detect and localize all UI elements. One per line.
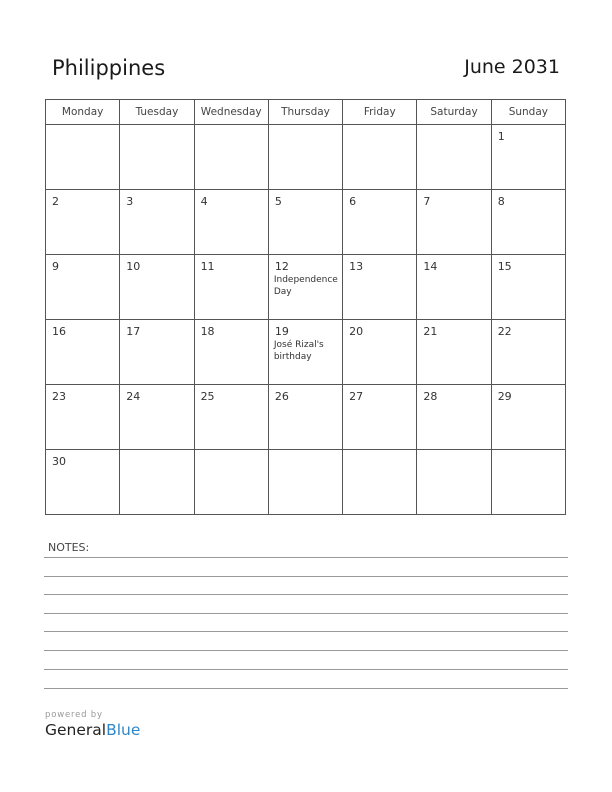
day-number: 20 — [349, 325, 364, 338]
day-cell — [120, 125, 194, 190]
day-number: 3 — [126, 195, 134, 208]
day-cell — [491, 190, 565, 255]
day-number: 5 — [274, 195, 282, 208]
day-number: 25 — [200, 390, 215, 403]
day-number: 29 — [497, 390, 512, 403]
notes-line — [44, 669, 568, 670]
day-cell — [194, 125, 268, 190]
day-cell — [120, 190, 194, 255]
day-cell — [417, 385, 491, 450]
day-cell — [194, 385, 268, 450]
powered-by-text: powered by — [45, 710, 103, 720]
notes-line — [44, 688, 568, 689]
day-number: 30 — [52, 455, 66, 468]
weekday-header-row — [46, 100, 566, 125]
day-cell — [46, 125, 120, 190]
day-number: 24 — [126, 390, 141, 403]
week-row — [46, 190, 566, 255]
week-row — [46, 385, 566, 450]
day-cell — [46, 450, 120, 515]
day-number: 19 — [274, 325, 289, 338]
day-number: 13 — [349, 260, 364, 273]
day-cell — [194, 255, 268, 320]
weekday-header: Sunday — [491, 100, 565, 125]
day-cell — [46, 255, 120, 320]
day-cell — [491, 385, 565, 450]
notes-line — [44, 557, 568, 558]
day-number: 28 — [423, 390, 438, 403]
day-cell — [417, 125, 491, 190]
day-cell — [491, 320, 565, 385]
day-cell — [343, 385, 417, 450]
day-cell — [120, 320, 194, 385]
day-cell — [194, 320, 268, 385]
day-cell — [417, 255, 491, 320]
day-cell — [46, 190, 120, 255]
day-cell — [268, 255, 342, 320]
holiday-label: José Rizal's birthday — [273, 340, 324, 362]
day-number: 9 — [52, 260, 59, 273]
day-number: 14 — [423, 260, 438, 273]
day-number: 21 — [423, 325, 438, 338]
day-number: 23 — [52, 390, 66, 403]
notes-label: NOTES: — [48, 541, 90, 554]
day-cell — [343, 255, 417, 320]
weekday-header: Thursday — [268, 100, 342, 125]
week-row — [46, 255, 566, 320]
day-number: 22 — [497, 325, 512, 338]
day-cell — [343, 125, 417, 190]
day-cell — [491, 255, 565, 320]
day-number: 12 — [274, 260, 289, 273]
notes-line — [44, 631, 568, 632]
day-cell — [46, 320, 120, 385]
day-number: 17 — [126, 325, 141, 338]
day-cell — [268, 450, 342, 515]
day-cell — [343, 320, 417, 385]
day-cell — [120, 385, 194, 450]
day-cell — [268, 125, 342, 190]
weekday-header: Saturday — [417, 100, 491, 125]
day-number: 26 — [274, 390, 289, 403]
day-cell — [491, 450, 565, 515]
day-cell — [268, 385, 342, 450]
week-row — [46, 320, 566, 385]
weekday-header: Monday — [46, 100, 120, 125]
country-title: Philippines — [52, 56, 166, 80]
brand-general-text: General — [45, 721, 107, 739]
brand-logo — [45, 721, 140, 739]
notes-line — [44, 650, 568, 651]
brand-footer — [45, 710, 140, 739]
day-cell — [417, 450, 491, 515]
notes-line — [44, 613, 568, 614]
holiday-label: Independence Day — [273, 275, 338, 297]
day-number: 2 — [52, 195, 59, 208]
day-cell — [417, 190, 491, 255]
day-number: 11 — [200, 260, 215, 273]
calendar-grid — [45, 99, 566, 515]
day-cell — [46, 385, 120, 450]
weekday-header: Tuesday — [120, 100, 194, 125]
month-title: June 2031 — [464, 56, 560, 78]
day-number: 6 — [349, 195, 357, 208]
notes-line — [44, 594, 568, 595]
day-number: 15 — [497, 260, 512, 273]
day-number: 27 — [349, 390, 364, 403]
week-row — [46, 125, 566, 190]
week-row — [46, 450, 566, 515]
day-number: 8 — [497, 195, 505, 208]
brand-blue-text: Blue — [106, 721, 141, 739]
day-cell — [491, 125, 565, 190]
day-cell — [343, 190, 417, 255]
day-number: 4 — [200, 195, 208, 208]
day-cell — [343, 450, 417, 515]
day-number: 16 — [52, 325, 66, 338]
day-cell — [194, 190, 268, 255]
day-number: 18 — [200, 325, 215, 338]
day-number: 10 — [126, 260, 141, 273]
day-cell — [194, 450, 268, 515]
weekday-header: Friday — [343, 100, 417, 125]
notes-line — [44, 576, 568, 577]
day-cell — [268, 190, 342, 255]
day-cell — [268, 320, 342, 385]
day-cell — [417, 320, 491, 385]
weekday-header: Wednesday — [194, 100, 268, 125]
day-number: 7 — [423, 195, 431, 208]
day-cell — [120, 450, 194, 515]
day-number: 1 — [497, 130, 505, 143]
day-cell — [120, 255, 194, 320]
